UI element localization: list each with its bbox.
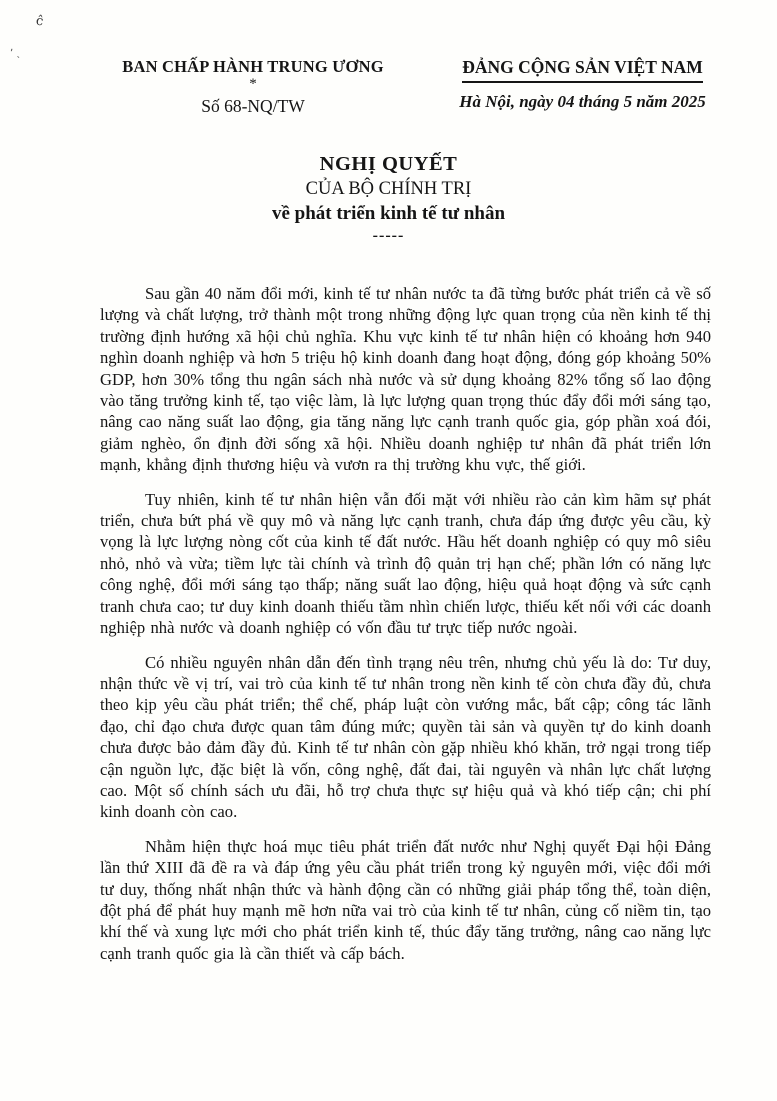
star-separator: * [249, 76, 257, 92]
national-header-block [430, 57, 735, 117]
document-number: Số 68-NQ/TW [201, 96, 305, 116]
document-subject-title: về phát triển kinh tế tư nhân [271, 203, 506, 224]
issuing-org-block [98, 57, 408, 117]
scan-artifact: ʼ ˎ [9, 47, 21, 60]
title-block [0, 153, 777, 245]
paragraph-1: Sau gần 40 năm đổi mới, kinh tế tư nhân nước ta đã từng bước phát triển cả về số lượng và chất lượng, trở thành một trong những động lực quan trọng của nền kinh tế thị trường định hướng xã hội chủ nghĩa. Khu vực kinh tế tư nhân hiện có khoảng hơn 940 nghìn doanh nghiệp và hơn 5 triệu hộ kinh doanh đang hoạt động, đóng góp khoảng 50% GDP, hơn 30% tổng thu ngân sách nhà nước và sử dụng khoảng 82% tổng số lao động vào tăng trưởng kinh tế, tạo việc làm, là lực lượng quan trọng thúc đẩy đổi mới sáng tạo, nâng cao năng suất lao động, gia tăng năng lực cạnh tranh quốc gia, góp phần xoá đói, giảm nghèo, ổn định đời sống xã hội. Nhiều doanh nghiệp tư nhân đã phát triển lớn mạnh, khẳng định thương hiệu và vươn ra thị trường khu vực, thế giới. [100, 284, 711, 475]
title-divider: ----- [372, 227, 405, 244]
issuing-org-name: BAN CHẤP HÀNH TRUNG ƯƠNG [122, 57, 384, 76]
national-header: ĐẢNG CỘNG SẢN VIỆT NAM [462, 57, 703, 83]
issuing-authority-title: CỦA BỘ CHÍNH TRỊ [305, 179, 472, 199]
paragraph-4: Nhằm hiện thực hoá mục tiêu phát triển đất nước như Nghị quyết Đại hội Đảng lần thứ XIII đã đề ra và đáp ứng yêu cầu phát triển trong kỷ nguyên mới, việc đổi mới tư duy, thống nhất nhận thức và hành động cần có những giải pháp tổng thể, toàn diện, đột phá để phát huy mạnh mẽ hơn nữa vai trò của kinh tế tư nhân, củng cố niềm tin, tạo khí thế và xung lực mới cho phát triển kinh tế, thúc đẩy tăng trưởng, nâng cao năng lực cạnh tranh quốc gia là cần thiết và cấp bách. [100, 836, 711, 963]
paragraph-3: Có nhiều nguyên nhân dẫn đến tình trạng nêu trên, nhưng chủ yếu là do: Tư duy, nhận thức về vị trí, vai trò của kinh tế tư nhân trong nền kinh tế còn chưa đầy đủ, chưa theo kịp yêu cầu phát triển; thể chế, pháp luật còn vướng mắc, bất cập; công tác lãnh đạo, chỉ đạo chưa được quan tâm đúng mức; quyền tài sản và quyền tự do kinh doanh chưa được bảo đảm đầy đủ. Kinh tế tư nhân còn gặp nhiều khó khăn, trở ngại trong tiếp cận nguồn lực, đặc biệt là vốn, công nghệ, đất đai, tài nguyên và nhân lực chất lượng cao. Một số chính sách ưu đãi, hỗ trợ chưa thực sự hiệu quả và khó tiếp cận; chi phí kinh doanh còn cao. [100, 652, 711, 822]
document-type-title: NGHỊ QUYẾT [319, 153, 458, 175]
scan-artifact: ĉ [34, 13, 44, 30]
document-body [100, 283, 711, 977]
paragraph-2: Tuy nhiên, kinh tế tư nhân hiện vẫn đối mặt với nhiều rào cản kìm hãm sự phát triển, chưa bứt phá về quy mô và năng lực cạnh tranh, chưa đáp ứng được yêu cầu, kỳ vọng là lực lượng nòng cốt của kinh tế đất nước. Hầu hết doanh nghiệp có quy mô siêu nhỏ, nhỏ và vừa; tiềm lực tài chính và trình độ quản trị hạn chế; phần lớn có năng lực công nghệ, đổi mới sáng tạo thấp; năng suất lao động, hiệu quả hoạt động và sức cạnh tranh chưa cao; tư duy kinh doanh thiếu tầm nhìn chiến lược, thiếu kết nối với các doanh nghiệp nhà nước và doanh nghiệp có vốn đầu tư trực tiếp nước ngoài. [100, 489, 711, 638]
document-header [0, 57, 777, 117]
place-date-line: Hà Nội, ngày 04 tháng 5 năm 2025 [459, 92, 706, 111]
